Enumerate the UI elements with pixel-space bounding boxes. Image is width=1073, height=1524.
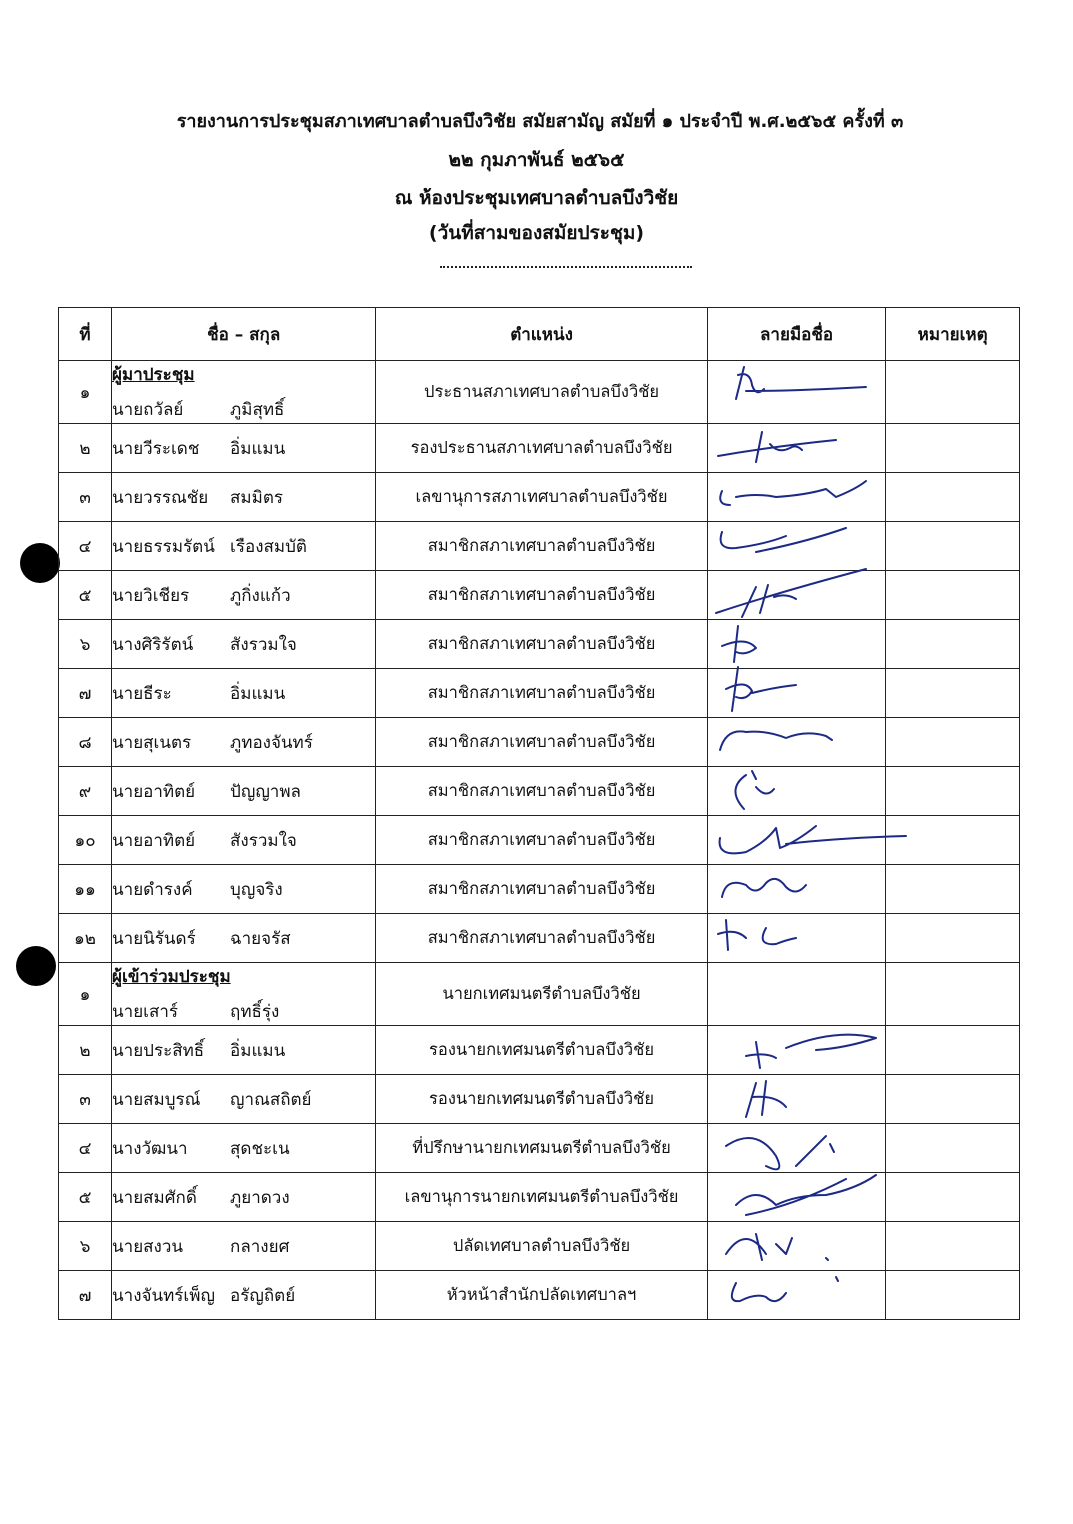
first-name: นางศิริรัตน์ [112, 634, 194, 655]
table-row [59, 816, 1020, 865]
row-number [59, 865, 112, 914]
handwritten-signature [716, 475, 876, 519]
remarks-cell [886, 1124, 1020, 1173]
position: รองนายกเทศมนตรีตำบลบึงวิชัย [376, 1075, 708, 1124]
row-number-text: ๒ [79, 1040, 91, 1061]
table-row [59, 620, 1020, 669]
remarks-cell [886, 620, 1020, 669]
row-number [59, 1271, 112, 1320]
attendance-table [58, 307, 1020, 1320]
first-name: นายเสาร์ [112, 1002, 179, 1022]
full-name-cell [112, 914, 376, 963]
full-name-cell [112, 1173, 376, 1222]
full-name-cell [112, 767, 376, 816]
signature-cell [707, 1124, 886, 1173]
row-number-text: ๗ [78, 1285, 92, 1306]
full-name-cell [112, 571, 376, 620]
last-name: ภูกิ่งแก้ว [230, 585, 291, 606]
position: นายกเทศมนตรีตำบลบึงวิชัย [376, 963, 708, 1026]
first-name: นายวีระเดช [112, 438, 200, 459]
first-name: นายสมศักดิ์ [112, 1187, 197, 1208]
remarks-cell [886, 914, 1020, 963]
handwritten-signature [716, 622, 876, 666]
first-name: นายอาทิตย์ [112, 830, 196, 851]
handwritten-signature [716, 916, 876, 960]
first-name: นายประสิทธิ์ [112, 1040, 205, 1061]
signature-cell [707, 473, 886, 522]
row-number-text: ๖ [79, 634, 91, 655]
handwritten-signature [716, 1224, 876, 1268]
position: รองประธานสภาเทศบาลตำบลบึงวิชัย [376, 424, 708, 473]
table-row [59, 1075, 1020, 1124]
col-name-header: ชื่อ – สกุล [112, 308, 376, 361]
handwritten-signature [716, 671, 876, 715]
full-name-cell [112, 1271, 376, 1320]
table-row [59, 522, 1020, 571]
first-name: นายวิเชียร [112, 585, 190, 606]
remarks-cell [886, 571, 1020, 620]
row-number-text: ๒ [79, 438, 91, 459]
row-number [59, 963, 112, 1026]
last-name: ปัญญาพล [230, 781, 301, 802]
last-name: ภูยาดวง [230, 1187, 290, 1208]
position: สมาชิกสภาเทศบาลตำบลบึงวิชัย [376, 865, 708, 914]
row-number [59, 718, 112, 767]
row-number-text: ๑๒ [74, 928, 97, 949]
table-row [59, 963, 1020, 1026]
signature-cell [707, 571, 886, 620]
row-number [59, 620, 112, 669]
row-number-text: ๕ [78, 585, 92, 606]
position: สมาชิกสภาเทศบาลตำบลบึงวิชัย [376, 718, 708, 767]
signature-cell [707, 669, 886, 718]
full-name-cell [112, 718, 376, 767]
row-number-text: ๕ [78, 1187, 92, 1208]
row-number [59, 1173, 112, 1222]
first-name: นายธรรมรัตน์ [112, 536, 215, 557]
handwritten-signature [716, 524, 876, 568]
full-name-cell [112, 1222, 376, 1271]
row-number-text: ๓ [79, 487, 91, 508]
table-row [59, 1271, 1020, 1320]
last-name: สังรวมใจ [230, 634, 297, 655]
row-number [59, 361, 112, 424]
row-number [59, 767, 112, 816]
meeting-date: ๒๒ กุมภาพันธ์ ๒๕๖๕ [448, 149, 625, 171]
row-number [59, 1075, 112, 1124]
full-name-cell [112, 1124, 376, 1173]
first-name: นายวรรณชัย [112, 487, 209, 508]
signature-cell [707, 767, 886, 816]
remarks-cell [886, 361, 1020, 424]
handwritten-signature [716, 867, 876, 911]
first-name: นางวัฒนา [112, 1138, 188, 1159]
row-number [59, 669, 112, 718]
row-number-text: ๔ [78, 1138, 92, 1159]
handwritten-signature [716, 1077, 876, 1121]
position: สมาชิกสภาเทศบาลตำบลบึงวิชัย [376, 571, 708, 620]
remarks-cell [886, 767, 1020, 816]
position: สมาชิกสภาเทศบาลตำบลบึงวิชัย [376, 767, 708, 816]
row-number-text: ๖ [79, 1236, 91, 1257]
full-name-cell [112, 473, 376, 522]
last-name: ภูมิสุทธิ์ [230, 400, 285, 420]
full-name-cell [112, 865, 376, 914]
row-number [59, 914, 112, 963]
row-number [59, 424, 112, 473]
full-name-cell [112, 424, 376, 473]
remarks-cell [886, 1026, 1020, 1075]
signature-cell [707, 963, 886, 1026]
position: หัวหน้าสำนักปลัดเทศบาลฯ [376, 1271, 708, 1320]
handwritten-signature [716, 1028, 876, 1072]
last-name: บุญจริง [230, 879, 283, 900]
full-name-cell [112, 816, 376, 865]
row-number [59, 816, 112, 865]
table-row [59, 718, 1020, 767]
remarks-cell [886, 424, 1020, 473]
last-name: สังรวมใจ [230, 830, 297, 851]
remarks-cell [886, 963, 1020, 1026]
remarks-cell [886, 669, 1020, 718]
position: ประธานสภาเทศบาลตำบลบึงวิชัย [376, 361, 708, 424]
remarks-cell [886, 1173, 1020, 1222]
handwritten-signature [716, 720, 876, 764]
signature-cell [707, 424, 886, 473]
row-number-text: ๘ [78, 732, 92, 753]
last-name: สุดชะเน [230, 1138, 290, 1159]
signature-cell [707, 1271, 886, 1320]
handwritten-signature [716, 818, 876, 862]
last-name: ญาณสถิตย์ [230, 1089, 312, 1110]
attendance-rows [59, 361, 1020, 1320]
row-number-text: ๑๐ [74, 830, 96, 851]
table-row [59, 669, 1020, 718]
table-row [59, 767, 1020, 816]
remarks-cell [886, 1075, 1020, 1124]
punch-hole [20, 543, 60, 583]
col-position-header: ตำแหน่ง [376, 308, 708, 361]
full-name-cell [112, 361, 376, 424]
row-number [59, 1222, 112, 1271]
first-name: นายอาทิตย์ [112, 781, 196, 802]
full-name-cell [112, 1026, 376, 1075]
signature-cell [707, 816, 886, 865]
row-number [59, 522, 112, 571]
punch-hole [16, 946, 56, 986]
row-number [59, 571, 112, 620]
first-name: นายนิรันดร์ [112, 928, 196, 949]
table-row [59, 571, 1020, 620]
row-number-text: ๓ [79, 1089, 91, 1110]
signature-cell [707, 914, 886, 963]
remarks-cell [886, 816, 1020, 865]
last-name: กลางยศ [230, 1236, 290, 1257]
report-title: รายงานการประชุมสภาเทศบาลตำบลบึงวิชัย สมัยสามัญ สมัยที่ ๑ ประจำปี พ.ศ.๒๕๖๕ ครั้งที่ ๓ [176, 111, 904, 132]
last-name: ภูทองจันทร์ [230, 732, 313, 753]
last-name: ฉายจรัส [230, 928, 291, 949]
last-name: อิ่มแมน [230, 683, 286, 704]
table-row [59, 473, 1020, 522]
table-row [59, 1173, 1020, 1222]
row-number-text: ๙ [78, 781, 92, 802]
handwritten-signature [716, 363, 876, 407]
full-name-cell [112, 522, 376, 571]
first-name: นายสงวน [112, 1236, 184, 1257]
handwritten-signature [716, 573, 876, 617]
last-name: อรัญถิตย์ [230, 1285, 296, 1306]
position: รองนายกเทศมนตรีตำบลบึงวิชัย [376, 1026, 708, 1075]
row-number [59, 473, 112, 522]
remarks-cell [886, 473, 1020, 522]
last-name: สมมิตร [230, 487, 284, 508]
first-name: นายถวัลย์ [112, 400, 184, 420]
signature-cell [707, 865, 886, 914]
full-name-cell [112, 963, 376, 1026]
table-row [59, 1026, 1020, 1075]
handwritten-signature [716, 1126, 876, 1170]
signature-cell [707, 1173, 886, 1222]
position: สมาชิกสภาเทศบาลตำบลบึงวิชัย [376, 620, 708, 669]
col-number-header: ที่ [59, 308, 112, 361]
first-name: นางจันทร์เพ็ญ [112, 1285, 215, 1306]
section-title: ผู้เข้าร่วมประชุม [112, 967, 231, 987]
first-name: นายธีระ [112, 683, 172, 704]
table-row [59, 424, 1020, 473]
table-header-row [59, 308, 1020, 361]
first-name: นายสุเนตร [112, 732, 192, 753]
table-row [59, 914, 1020, 963]
row-number-text: ๔ [78, 536, 92, 557]
last-name: อิ่มแมน [230, 438, 286, 459]
remarks-cell [886, 1222, 1020, 1271]
table-row [59, 1124, 1020, 1173]
last-name: เรืองสมบัติ [230, 536, 307, 557]
signature-cell [707, 522, 886, 571]
col-signature-header: ลายมือชื่อ [707, 308, 886, 361]
row-number-text: ๑ [79, 984, 91, 1005]
row-number [59, 1124, 112, 1173]
row-number-text: ๑ [79, 382, 91, 403]
position: สมาชิกสภาเทศบาลตำบลบึงวิชัย [376, 816, 708, 865]
meeting-day-note: (วันที่สามของสมัยประชุม) [428, 222, 645, 244]
remarks-cell [886, 522, 1020, 571]
table-row [59, 1222, 1020, 1271]
handwritten-signature [716, 1175, 876, 1219]
meeting-venue: ณ ห้องประชุมเทศบาลตำบลบึงวิชัย [394, 187, 679, 209]
handwritten-signature [716, 1273, 876, 1317]
dotted-divider [440, 256, 692, 268]
section-title: ผู้มาประชุม [112, 365, 195, 385]
full-name-cell [112, 1075, 376, 1124]
full-name-cell [112, 620, 376, 669]
row-number [59, 1026, 112, 1075]
remarks-cell [886, 1271, 1020, 1320]
first-name: นายดำรงค์ [112, 879, 193, 900]
table-row [59, 361, 1020, 424]
position: เลขานุการสภาเทศบาลตำบลบึงวิชัย [376, 473, 708, 522]
signature-cell [707, 1026, 886, 1075]
position: ที่ปรึกษานายกเทศมนตรีตำบลบึงวิชัย [376, 1124, 708, 1173]
signature-cell [707, 718, 886, 767]
remarks-cell [886, 865, 1020, 914]
signature-cell [707, 620, 886, 669]
position: สมาชิกสภาเทศบาลตำบลบึงวิชัย [376, 669, 708, 718]
position: ปลัดเทศบาลตำบลบึงวิชัย [376, 1222, 708, 1271]
position: สมาชิกสภาเทศบาลตำบลบึงวิชัย [376, 522, 708, 571]
row-number-text: ๑๑ [74, 879, 96, 900]
position: เลขานุการนายกเทศมนตรีตำบลบึงวิชัย [376, 1173, 708, 1222]
signature-cell [707, 1222, 886, 1271]
signature-cell [707, 361, 886, 424]
col-remarks-header: หมายเหตุ [886, 308, 1020, 361]
last-name: ฤทธิ์รุ่ง [230, 1002, 280, 1022]
first-name: นายสมบูรณ์ [112, 1089, 201, 1110]
signature-cell [707, 1075, 886, 1124]
handwritten-signature [716, 769, 876, 813]
handwritten-signature [716, 426, 876, 470]
full-name-cell [112, 669, 376, 718]
table-row [59, 865, 1020, 914]
position: สมาชิกสภาเทศบาลตำบลบึงวิชัย [376, 914, 708, 963]
remarks-cell [886, 718, 1020, 767]
last-name: อิ่มแมน [230, 1040, 286, 1061]
row-number-text: ๗ [78, 683, 92, 704]
